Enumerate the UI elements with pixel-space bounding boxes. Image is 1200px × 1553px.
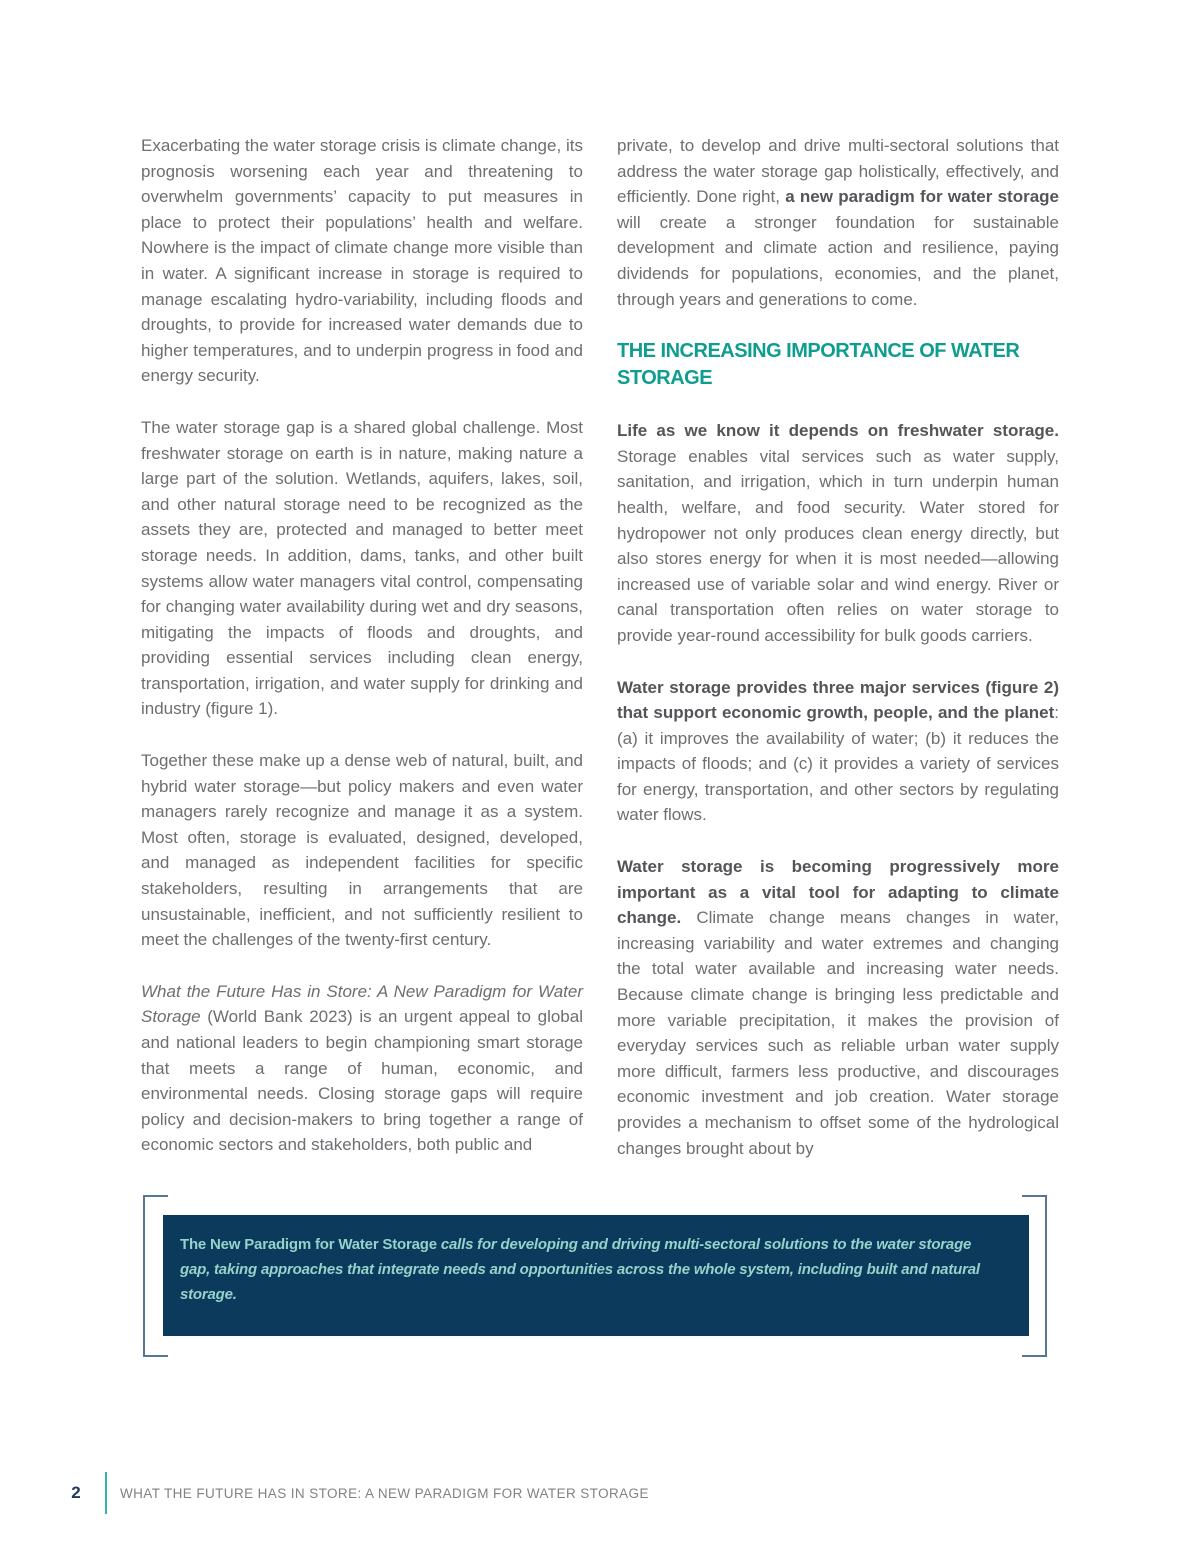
running-title: WHAT THE FUTURE HAS IN STORE: A NEW PARADIGM FOR WATER STORAGE: [120, 1485, 649, 1501]
body-paragraph: private, to develop and drive multi-sectoral solutions that address the water storage gap holistically, effectively, and efficiently. Done right, a new paradigm for water storage will create a stronger foundation for sustainable development and climate action and resilience, paying dividends for populations, economies, and the planet, through years and generations to come.: [617, 136, 1059, 309]
body-paragraph: Water storage provides three major services (figure 2) that support economic growth, people, and the planet: (a) it improves the availability of water; (b) it reduces the impacts of floods; and (c) it provides a variety of services for energy, transportation, and other sectors by regulating water flows.: [617, 677, 1059, 825]
two-column-text-area: [141, 133, 1059, 1187]
callout-box: [163, 1215, 1029, 1336]
body-paragraph: Water storage is becoming progressively more important as a vital tool for adapting to climate change. Climate change means changes in water, increasing variability and water extremes and changing the total water available and increasing water needs. Because climate change is bringing less predictable and more variable precipitation, it makes the provision of everyday services such as reliable urban water supply more difficult, farmers less productive, and discourages economic investment and job creation. Water storage provides a mechanism to offset some of the hydrological changes brought about by: [617, 857, 1059, 1158]
footer-divider: [105, 1472, 107, 1514]
left-column: [141, 133, 583, 1187]
page-number: 2: [71, 1483, 81, 1502]
body-paragraph: Life as we know it depends on freshwater storage. Storage enables vital services such as water supply, sanitation, and irrigation, which in turn underpin human health, welfare, and food security. Water stored for hydropower not only produces clean energy directly, but also stores energy for when it is most needed—allowing increased use of variable solar and wind energy. River or canal transportation often relies on water storage to provide year-round accessibility for bulk goods carriers.: [617, 421, 1059, 645]
callout-text: The New Paradigm for Water Storage calls for developing and driving multi-sectoral solutions to the water storage gap, taking approaches that integrate needs and opportunities across the whole system, including built and natural storage.: [180, 1236, 980, 1303]
body-paragraph: Together these make up a dense web of natural, built, and hybrid water storage—but policy makers and even water managers rarely recognize and manage it as a system. Most often, storage is evaluated, designed, developed, and managed as independent facilities for specific stakeholders, resulting in arrangements that are unsustainable, inefficient, and not sufficiently resilient to meet the challenges of the twenty-first century.: [141, 751, 583, 950]
body-paragraph: Exacerbating the water storage crisis is climate change, its prognosis worsening each year and threatening to overwhelm governments’ capacity to put measures in place to protect their populations’ health and welfare. Nowhere is the impact of climate change more visible than in water. A significant increase in storage is required to manage escalating hydro-variability, including floods and droughts, to provide for increased water demands due to higher temperatures, and to underpin progress in food and energy security.: [141, 136, 583, 386]
right-column: [617, 133, 1059, 1187]
body-paragraph: What the Future Has in Store: A New Paradigm for Water Storage (World Bank 2023) is an urgent appeal to global and national leaders to begin championing smart storage that meets a range of human, economic, and environmental needs. Closing storage gaps will require policy and decision-makers to bring together a range of economic sectors and stakeholders, both public and: [141, 981, 583, 1155]
body-paragraph: The water storage gap is a shared global challenge. Most freshwater storage on earth is in nature, making nature a large part of the solution. Wetlands, aquifers, lakes, soil, and other natural storage need to be recognized as the assets they are, protected and managed to better meet storage needs. In addition, dams, tanks, and other built systems allow water managers vital control, compensating for changing water availability during wet and dry seasons, mitigating the impacts of floods and droughts, and providing essential services including clean energy, transportation, irrigation, and water supply for drinking and industry (figure 1).: [141, 417, 583, 719]
page-footer: [60, 1472, 649, 1514]
section-heading: THE INCREASING IMPORTANCE OF WATER STORAGE: [617, 340, 1020, 390]
